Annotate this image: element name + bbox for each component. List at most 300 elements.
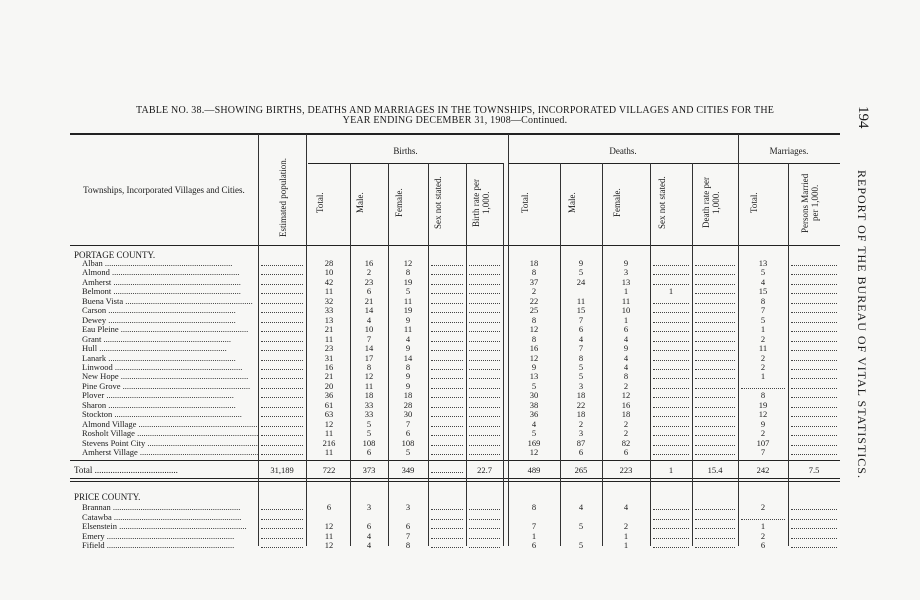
- cell-dt: 8: [531, 333, 537, 344]
- row-name: Stockton .....: [82, 410, 258, 419]
- cell-bf: 9: [405, 380, 411, 391]
- cell-bm: 21: [364, 295, 374, 306]
- title-line-2: YEAR ENDING DECEMBER 31, 1908—Continued.: [342, 115, 568, 126]
- dot-leader: [431, 335, 463, 342]
- row-name: Carson .....: [82, 306, 258, 315]
- dot-leader: [469, 532, 500, 539]
- cell-mt: 9: [760, 418, 766, 429]
- dot-leader: [695, 325, 735, 332]
- total-pop: 31,189: [270, 465, 294, 475]
- row-name: Amherst Village .....: [82, 448, 258, 457]
- dot-leader: [261, 513, 303, 520]
- dot-leader: [791, 372, 837, 379]
- dot-leader: [431, 259, 463, 266]
- cell-dm: 6: [578, 324, 584, 335]
- cell-bt: 12: [324, 540, 334, 550]
- column-rule: [788, 163, 789, 546]
- dot-leader: [653, 354, 689, 361]
- cell-df: 4: [623, 352, 629, 363]
- row-name: Amherst .....: [82, 278, 258, 287]
- dot-leader: [261, 278, 303, 285]
- dot-leader: [695, 259, 735, 266]
- dot-leader: [653, 344, 689, 351]
- cell-bm: 17: [364, 352, 374, 363]
- dot-leader: [791, 297, 837, 304]
- dot-leader: [695, 420, 735, 427]
- cell-bm: 23: [364, 276, 374, 287]
- row-name: Brannan .....: [82, 503, 258, 512]
- dot-leader: [791, 363, 837, 370]
- cell-bf: 11: [403, 295, 413, 306]
- cell-mt: 6: [760, 540, 766, 550]
- cell-dt: 13: [529, 371, 539, 382]
- dot-leader: [741, 382, 785, 389]
- cell-bm: 11: [364, 380, 374, 391]
- dot-leader: [653, 382, 689, 389]
- dot-leader: [261, 354, 303, 361]
- dot-leader: [469, 316, 500, 323]
- cell-bf: 12: [403, 258, 413, 268]
- total-drate: 15.4: [707, 465, 723, 475]
- dot-leader: [791, 448, 837, 455]
- header-bottom-rule: [70, 245, 840, 246]
- dot-leader: [791, 354, 837, 361]
- subheader-d-male: Male.: [567, 192, 577, 214]
- cell-bt: 31: [324, 352, 334, 363]
- cell-df: 6: [623, 447, 629, 457]
- cell-bf: 3: [405, 502, 411, 512]
- dot-leader: [791, 391, 837, 398]
- dot-leader: [261, 363, 303, 370]
- cell-bt: 21: [324, 324, 334, 335]
- cell-bm: 108: [362, 437, 376, 448]
- dot-leader: [431, 513, 463, 520]
- subheader-b-male: Male.: [355, 192, 365, 214]
- dot-leader: [431, 448, 463, 455]
- dot-leader: [695, 335, 735, 342]
- dot-leader: [653, 259, 689, 266]
- cell-bf: 6: [405, 521, 411, 531]
- subheader-b-female: Female.: [394, 188, 404, 218]
- total-bottom-rule-2: [70, 481, 840, 482]
- cell-dt: 12: [529, 352, 539, 363]
- dot-leader: [469, 268, 500, 275]
- dot-leader: [261, 297, 303, 304]
- cell-dt: 22: [529, 295, 539, 306]
- cell-bt: 42: [324, 276, 334, 287]
- dot-leader: [695, 503, 735, 510]
- subheader-d-rate: Death rate per 1,000.: [701, 177, 721, 229]
- dot-leader: [431, 306, 463, 313]
- total-bt: 722: [322, 465, 336, 475]
- cell-df: 4: [623, 333, 629, 344]
- dot-leader: [791, 532, 837, 539]
- cell-df: 12: [621, 390, 631, 401]
- dot-leader: [469, 325, 500, 332]
- cell-bm: 2: [366, 267, 372, 278]
- dot-leader: [431, 401, 463, 408]
- row-name: Fifield .....: [82, 541, 258, 550]
- cell-dm: 5: [578, 371, 584, 382]
- header-est-pop: Estimated population.: [278, 158, 288, 238]
- cell-dt: 5: [531, 380, 537, 391]
- total-mrate: 7.5: [808, 465, 820, 475]
- cell-dm: 22: [576, 399, 586, 410]
- dot-leader: [791, 513, 837, 520]
- dot-leader: [261, 268, 303, 275]
- cell-bt: 12: [324, 418, 334, 429]
- cell-bf: 11: [403, 324, 413, 335]
- cell-dt: 12: [529, 447, 539, 457]
- header-first-col: Townships, Incorporated Villages and Cities.: [83, 185, 245, 195]
- cell-df: 4: [623, 361, 629, 372]
- row-name: Almond Village .....: [82, 420, 258, 429]
- dot-leader: [791, 410, 837, 417]
- dot-leader: [261, 420, 303, 427]
- dot-leader: [695, 532, 735, 539]
- cell-bm: 8: [366, 361, 372, 372]
- cell-bt: 16: [324, 361, 334, 372]
- row-name: Belmont .....: [82, 287, 258, 296]
- total-label-text: Total: [74, 465, 93, 475]
- dot-leader: [653, 410, 689, 417]
- dot-leader: [431, 503, 463, 510]
- dot-leader: [261, 335, 303, 342]
- cell-mt: 2: [760, 428, 766, 439]
- row-name: Catawba .....: [82, 513, 258, 522]
- cell-bm: 3: [366, 502, 372, 512]
- dot-leader: [653, 297, 689, 304]
- cell-bt: 11: [324, 286, 334, 297]
- cell-mt: 2: [760, 333, 766, 344]
- cell-bm: 5: [366, 418, 372, 429]
- cell-mt: 5: [760, 267, 766, 278]
- cell-dm: 7: [578, 343, 584, 354]
- cell-mt: 1: [760, 521, 766, 531]
- cell-bt: 13: [324, 314, 334, 325]
- county-heading-portage: PORTAGE COUNTY.: [74, 250, 156, 260]
- dot-leader: [695, 354, 735, 361]
- row-name: Eau Pleine .....: [82, 325, 258, 334]
- dot-leader: [469, 448, 500, 455]
- dot-leader: [431, 439, 463, 446]
- dot-leader: [653, 448, 689, 455]
- dot-leader: [261, 522, 303, 529]
- subheader-m-total: Total.: [749, 192, 759, 214]
- cell-bm: 33: [364, 409, 374, 420]
- cell-bt: 20: [324, 380, 334, 391]
- dot-leader: [469, 503, 500, 510]
- cell-bt: 11: [324, 530, 334, 541]
- row-name: Sharon .....: [82, 401, 258, 410]
- dot-leader: [261, 372, 303, 379]
- cell-bt: 28: [324, 258, 334, 268]
- subheader-m-persons: Persons Married per 1,000.: [800, 173, 820, 233]
- cell-dt: 12: [529, 324, 539, 335]
- cell-dm: 7: [578, 314, 584, 325]
- cell-bm: 6: [366, 521, 372, 531]
- cell-bt: 32: [324, 295, 334, 306]
- cell-mt: 1: [760, 324, 766, 335]
- cell-dt: 38: [529, 399, 539, 410]
- dot-leader: [653, 513, 689, 520]
- dot-leader: [695, 382, 735, 389]
- row-name: Hull .....: [82, 344, 258, 353]
- cell-bf: 8: [405, 361, 411, 372]
- total-mt: 242: [756, 465, 770, 475]
- dot-leader: [695, 297, 735, 304]
- column-rule: [692, 163, 693, 546]
- dot-leader: [653, 503, 689, 510]
- cell-dt: 8: [531, 314, 537, 325]
- cell-bf: 4: [405, 333, 411, 344]
- dot-leader: [261, 448, 303, 455]
- dot-leader: [431, 344, 463, 351]
- cell-dt: 37: [529, 276, 539, 287]
- cell-df: 9: [623, 258, 629, 268]
- dot-leader: [791, 278, 837, 285]
- total-label: Total .....................................: [74, 465, 178, 475]
- cell-dm: 5: [578, 521, 584, 531]
- subheader-d-female: Female.: [612, 188, 622, 218]
- dot-leader: [431, 382, 463, 389]
- row-name: Buena Vista .....: [82, 297, 258, 306]
- cell-dm: 5: [578, 540, 584, 550]
- cell-bf: 19: [403, 276, 413, 287]
- dot-leader: [469, 522, 500, 529]
- dot-leader: [695, 439, 735, 446]
- cell-bm: 14: [364, 343, 374, 354]
- dot-leader: [791, 268, 837, 275]
- dot-leader: [695, 278, 735, 285]
- dot-leader: [261, 391, 303, 398]
- dot-leader: [695, 522, 735, 529]
- dot-leader: [653, 401, 689, 408]
- dot-leader: [431, 532, 463, 539]
- cell-mt: 2: [760, 502, 766, 512]
- dot-leader: [653, 372, 689, 379]
- cell-mt: 5: [760, 314, 766, 325]
- cell-bm: 6: [366, 447, 372, 457]
- cell-df: 2: [623, 418, 629, 429]
- cell-bm: 16: [364, 258, 374, 268]
- cell-mt: 2: [760, 352, 766, 363]
- dot-leader: [469, 410, 500, 417]
- dot-leader: [653, 268, 689, 275]
- cell-mt: 4: [760, 276, 766, 287]
- cell-bf: 18: [403, 390, 413, 401]
- dot-leader: [791, 420, 837, 427]
- cell-bf: 9: [405, 314, 411, 325]
- dot-leader: [653, 316, 689, 323]
- cell-dm: 8: [578, 352, 584, 363]
- cell-mt: 1: [760, 371, 766, 382]
- cell-bt: 10: [324, 267, 334, 278]
- cell-mt: 19: [758, 399, 768, 410]
- dot-leader: [791, 335, 837, 342]
- dot-leader: [431, 325, 463, 332]
- page-number: 194: [855, 106, 871, 129]
- title-line-1: TABLE NO. 38.—SHOWING BIRTHS, DEATHS AND MARRIAGES IN THE TOWNSHIPS, INCORPORATED VILLAGES AND CITIES FOR THE: [135, 105, 775, 116]
- dot-leader: [791, 522, 837, 529]
- row-name: Rosholt Village .....: [82, 429, 258, 438]
- cell-dt: 2: [531, 286, 537, 297]
- cell-dm: 6: [578, 447, 584, 457]
- row-name: Plover .....: [82, 391, 258, 400]
- cell-bf: 28: [403, 399, 413, 410]
- cell-bf: 108: [401, 437, 415, 448]
- dot-leader: [469, 439, 500, 446]
- dot-leader: [261, 439, 303, 446]
- cell-df: 9: [623, 343, 629, 354]
- cell-mt: 8: [760, 295, 766, 306]
- cell-bf: 7: [405, 530, 411, 541]
- cell-dt: 8: [531, 267, 537, 278]
- dot-leader: [791, 401, 837, 408]
- total-bm: 373: [362, 465, 376, 475]
- running-side-title: REPORT OF THE BUREAU OF VITAL STATISTICS.: [855, 170, 869, 479]
- dot-leader: [469, 344, 500, 351]
- cell-mt: 107: [756, 437, 770, 448]
- dot-leader: [431, 268, 463, 275]
- cell-mt: 2: [760, 361, 766, 372]
- dot-leader: [695, 372, 735, 379]
- cell-dm: 2: [578, 418, 584, 429]
- dot-leader: [261, 259, 303, 266]
- dot-leader: [469, 306, 500, 313]
- cell-df: 2: [623, 380, 629, 391]
- dot-leader: [469, 401, 500, 408]
- row-name: New Hope .....: [82, 372, 258, 381]
- cell-df: 10: [621, 305, 631, 316]
- column-rule: [503, 163, 504, 546]
- dot-leader: [469, 259, 500, 266]
- dot-leader: [431, 522, 463, 529]
- dot-leader: [653, 541, 689, 548]
- cell-dm: 4: [578, 502, 584, 512]
- dot-leader: [653, 522, 689, 529]
- cell-bm: 14: [364, 305, 374, 316]
- cell-mt: 13: [758, 258, 768, 268]
- cell-df: 8: [623, 371, 629, 382]
- cell-df: 13: [621, 276, 631, 287]
- cell-bt: 11: [324, 428, 334, 439]
- cell-df: 4: [623, 502, 629, 512]
- column-rule: [650, 163, 651, 546]
- total-top-rule: [70, 460, 840, 461]
- dot-leader: [653, 335, 689, 342]
- dot-leader: [695, 268, 735, 275]
- dot-leader: [261, 382, 303, 389]
- dot-leader: [431, 297, 463, 304]
- dot-leader: [431, 391, 463, 398]
- row-name: Elsenstein .....: [82, 522, 258, 531]
- cell-bm: 4: [366, 540, 372, 550]
- dot-leader: [791, 316, 837, 323]
- dot-leader: [741, 513, 785, 520]
- cell-bt: 11: [324, 333, 334, 344]
- column-rule: [428, 163, 429, 546]
- cell-df: 11: [621, 295, 631, 306]
- births-subrule: [308, 163, 503, 164]
- cell-dt: 1: [531, 530, 537, 541]
- row-name: Emery .....: [82, 532, 258, 541]
- cell-bf: 9: [405, 371, 411, 382]
- cell-bm: 4: [366, 530, 372, 541]
- dot-leader: [261, 325, 303, 332]
- dot-leader: [469, 391, 500, 398]
- row-name: Lanark .....: [82, 354, 258, 363]
- dot-leader: [431, 278, 463, 285]
- dot-leader: [469, 372, 500, 379]
- dot-leader: [695, 287, 735, 294]
- dot-leader: [469, 354, 500, 361]
- dot-leader: [469, 363, 500, 370]
- cell-bt: 33: [324, 305, 334, 316]
- cell-bf: 5: [405, 447, 411, 457]
- cell-mt: 7: [760, 447, 766, 457]
- dot-leader: [653, 363, 689, 370]
- cell-dm: 9: [578, 258, 584, 268]
- dot-leader: [469, 420, 500, 427]
- dot-leader: [695, 316, 735, 323]
- dot-leader: [469, 429, 500, 436]
- dot-leader: [695, 344, 735, 351]
- cell-bt: 11: [324, 447, 334, 457]
- row-name: Pine Grove .....: [82, 382, 258, 391]
- dot-leader: [791, 287, 837, 294]
- county-heading-price: PRICE COUNTY.: [74, 492, 141, 502]
- dot-leader: [261, 503, 303, 510]
- total-dm: 265: [574, 465, 588, 475]
- dot-leader: [431, 287, 463, 294]
- dot-leader: [431, 466, 463, 473]
- dot-leader: [431, 316, 463, 323]
- cell-df: 16: [621, 399, 631, 410]
- cell-dt: 9: [531, 361, 537, 372]
- dot-leader: [653, 420, 689, 427]
- cell-dt: 8: [531, 502, 537, 512]
- cell-dm: 18: [576, 390, 586, 401]
- cell-bt: 61: [324, 399, 334, 410]
- cell-bt: 12: [324, 521, 334, 531]
- cell-dt: 4: [531, 418, 537, 429]
- dot-leader: [431, 354, 463, 361]
- subheader-b-sex: Sex not stated.: [433, 176, 443, 230]
- subheader-b-total: Total.: [315, 192, 325, 214]
- cell-mt: 12: [758, 409, 768, 420]
- cell-mt: 7: [760, 305, 766, 316]
- cell-bm: 18: [364, 390, 374, 401]
- cell-df: 1: [623, 286, 629, 297]
- cell-df: 3: [623, 267, 629, 278]
- dot-leader: [695, 448, 735, 455]
- table-top-rule: [70, 133, 840, 135]
- dot-leader: [261, 410, 303, 417]
- dot-leader: [653, 306, 689, 313]
- dot-leader: [469, 513, 500, 520]
- dot-leader: [261, 541, 303, 548]
- row-name: Dewey .....: [82, 316, 258, 325]
- cell-df: 82: [621, 437, 631, 448]
- table-title: [70, 106, 840, 126]
- cell-dt: 169: [527, 437, 541, 448]
- cell-bf: 5: [405, 286, 411, 297]
- cell-dt: 5: [531, 428, 537, 439]
- cell-bf: 6: [405, 428, 411, 439]
- dot-leader: [469, 278, 500, 285]
- cell-df: 1: [623, 540, 629, 550]
